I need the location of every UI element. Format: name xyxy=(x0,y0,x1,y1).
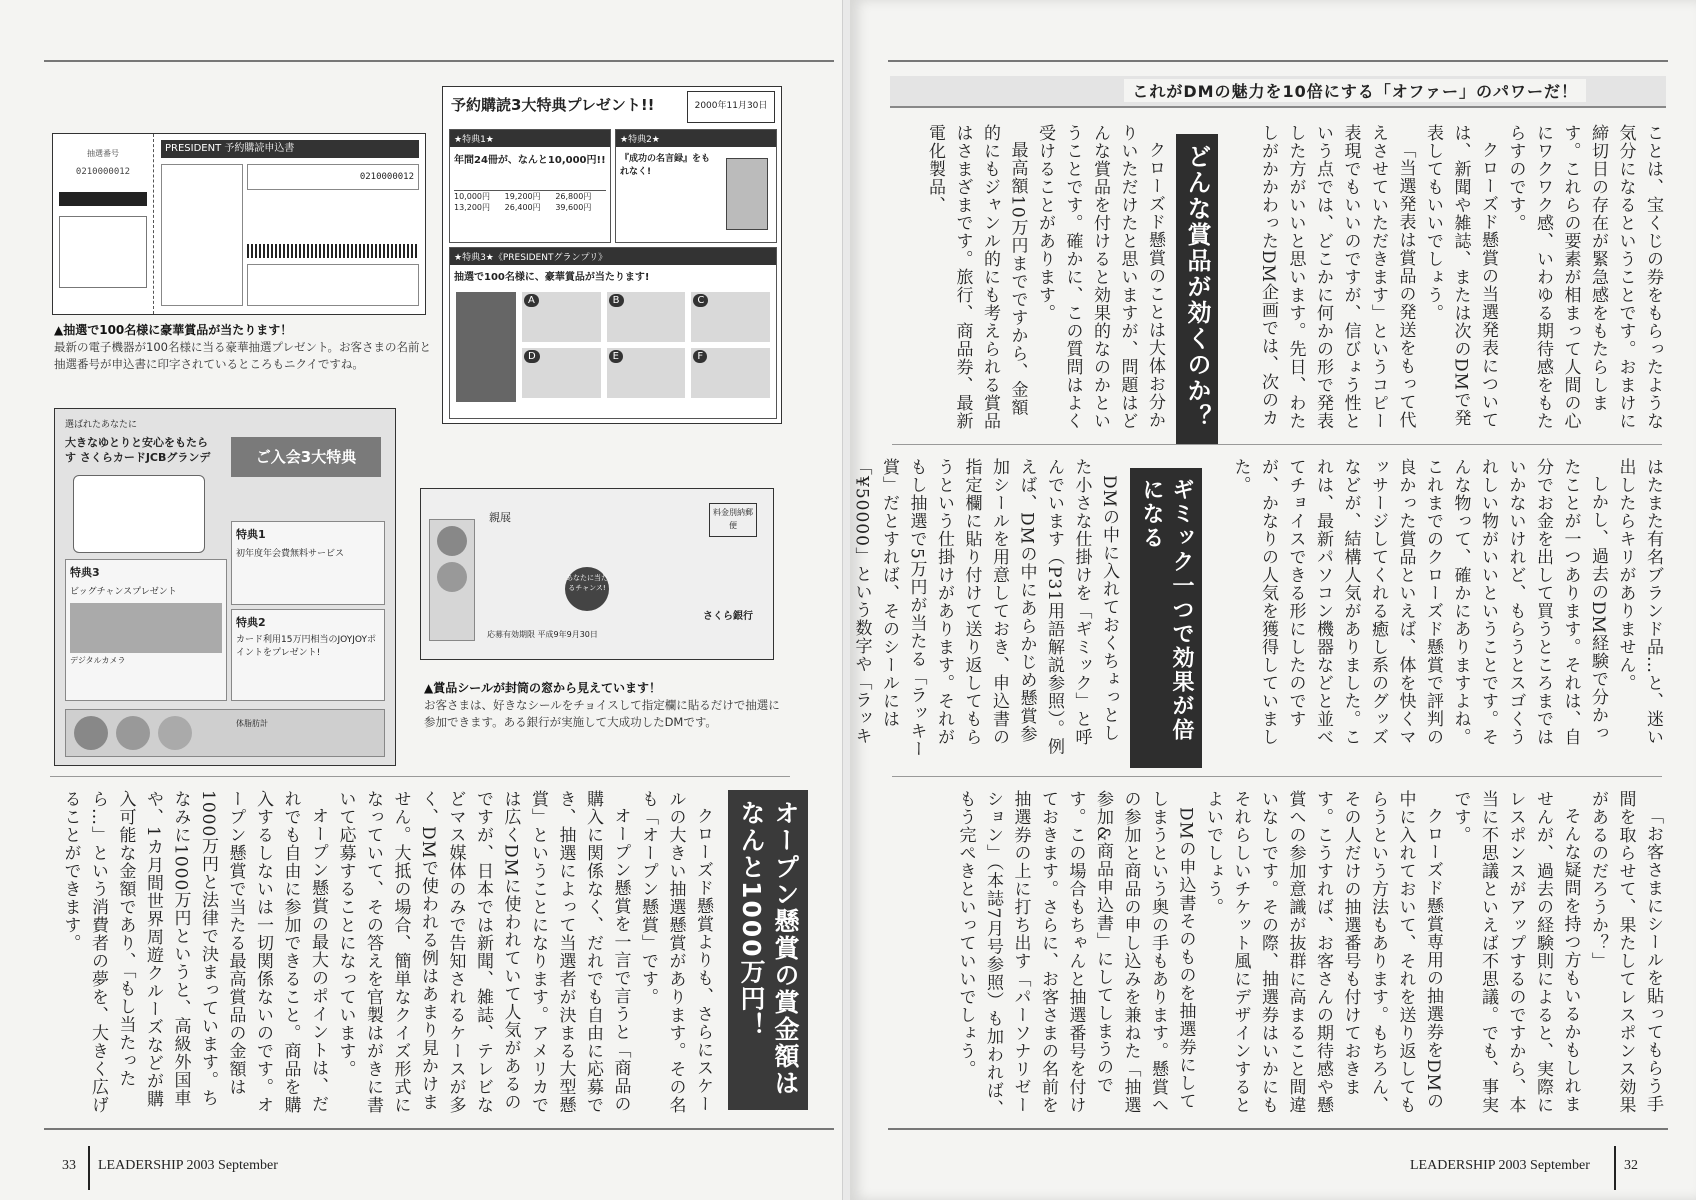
jcb-perk3-label: 特典3 xyxy=(70,566,100,579)
jcb-item: 体脂肪計 xyxy=(236,719,268,728)
heading-what-prizes: どんな賞品が効くのか？ xyxy=(1176,134,1218,444)
jcb-perk2-label: 特典2 xyxy=(236,616,266,629)
section1-body xyxy=(892,124,1168,430)
left-article-body xyxy=(56,790,716,1120)
prize-item: C xyxy=(691,292,770,342)
jcb-card-figure xyxy=(54,408,396,766)
price-cell: 39,600円 xyxy=(555,203,592,212)
perk3-label: ★特典3★《PRESIDENTグランプリ》 xyxy=(450,248,776,265)
chance-sticker: あなたに当たるチャンス! xyxy=(565,567,609,611)
caption-subscription-body: 最新の電子機器が100名様に当る豪華抽選プレゼント。お客さまの名前と抽選番号が申込書に印字されているところもニクイですね。 xyxy=(54,340,431,371)
lottery-ticket: 抽選番号 0210000012 xyxy=(53,134,154,314)
perk3-text: 抽選で100名様に、豪華賞品が当たります! xyxy=(454,272,650,283)
jcb-perk3-text: ビッグチャンスプレゼント xyxy=(70,587,177,597)
top-columns xyxy=(1258,124,1666,430)
paragraph: オープン懸賞を一言で言うと「商品の購入に関係なく、だれでも自由に応募でき、抽選によって当選者が決まる大型懸賞」ということになります。アメリカでは広くDMに使われていて人気があるのですが、日本では新聞、雑誌、テレビなどマス媒体のみで告知されるケースが多く、DMで使われる例はあまり見かけません。大抵の場合、簡単なクイズ形式になっていて、その答えを官製はがきに書いて応募することになっています。 xyxy=(335,790,631,1114)
banner-strip xyxy=(890,76,1666,108)
jcb-perk3-box xyxy=(65,559,227,701)
perk2-text: 『成功の名言録』をもれなく! xyxy=(620,154,711,177)
footer-bar xyxy=(88,1146,90,1190)
jcb-perk1-label: 特典1 xyxy=(236,528,266,541)
caption-envelope-title: ▲賞品シールが封筒の窓から見えています！ xyxy=(424,681,661,695)
perk2-label: ★特典2★ xyxy=(616,130,776,147)
caption-subscription xyxy=(54,322,434,373)
paragraph: クローズド懸賞よりも、さらにスケールの大きい抽選懸賞があります。その名も「オープン懸賞」です。 xyxy=(638,790,713,1114)
envelope-figure xyxy=(420,488,774,660)
section-rule xyxy=(892,444,1662,445)
envelope-stamp: 料金別納郵便 xyxy=(709,503,757,537)
section-rule xyxy=(892,776,1662,777)
paragraph: オープン懸賞の最大のポイントは、だれでも自由に参加できること。商品を購入するしないは一切関係ないのです。オープン懸賞で当たる最高賞品の金額は1000万円と法律で決まっています。ちなみに1000万円というと、高級外国車や、1カ月間世界周遊クルーズなどが購入可能な金額であり、「もし当たったら…」という消費者の夢を、大きく広げることができます。 xyxy=(60,790,328,1114)
footer-bar xyxy=(1614,1146,1616,1190)
price-cell: 13,200円 xyxy=(454,203,490,212)
jcb-banner: ご入会3大特典 xyxy=(231,437,381,477)
bottom-rule xyxy=(44,1128,834,1130)
flyer-title: 予約購読3大特典プレゼント!! xyxy=(451,96,655,114)
top-rule xyxy=(44,60,834,62)
paragraph: クローズド懸賞のことは大体お分かりいただけたと思いますが、問題はどんな賞品を付けると効果的なのかということです。確かに、この質問はよく受けることがあります。 xyxy=(1035,124,1165,430)
barcode xyxy=(247,244,419,258)
price-cell: 26,800円 xyxy=(555,192,592,201)
flyer-deadline: 2000年11月30日 xyxy=(687,91,775,123)
prize-grid xyxy=(522,292,770,398)
envelope-validity: 応募有効期限 平成9年9月30日 xyxy=(487,630,598,639)
paragraph: そんな疑問を持つ方もいるかもしれませんが、過去の経験則によると、実際にレスポンスがアップするのですから、本当に不思議といえば不思議。でも、事実です。 xyxy=(1450,790,1581,1114)
jcb-item: デジタルカメラ xyxy=(70,656,126,665)
paragraph: クローズド懸賞専用の抽選券をDMの中に入れておいて、それを送り返してもらうという方法もあります。もちろん、その人だけの抽選番号も付けておきます。こうすれば、お客さんの期待感や懸賞への参加意識が抜群に高まること間違いなしです。その際、抽選券はいかにもそれらしいチケット風にデザインするとよいでしょう。 xyxy=(1203,790,1443,1114)
left-article-heading: オープン懸賞の賞金額はなんと1000万円！ xyxy=(728,790,808,1110)
prize-flyer-figure xyxy=(442,86,782,424)
left-page xyxy=(0,0,843,1200)
card-image xyxy=(73,475,205,553)
left-page-number: 33 xyxy=(62,1158,76,1173)
jcb-perk2-box xyxy=(231,609,385,701)
perk3-box xyxy=(449,247,777,419)
right-page xyxy=(850,0,1696,1200)
price-cell: 26,400円 xyxy=(504,203,541,212)
price-cell: 19,200円 xyxy=(504,192,541,201)
envelope-label: 親展 xyxy=(489,511,511,524)
form-title: PRESIDENT 予約購読申込書 xyxy=(161,140,419,158)
paragraph: DMの申込書そのものを抽選券にしてしまうという奥の手もあります。懸賞への参加と商品の申し込みを兼ねた「抽選参加&商品申込書」にしてしまうのです。この場合もちゃんと抽選番号を付けておきます。さらに、お客さまの名前を抽選券の上に打ち出す「パーソナリゼーション」（本誌7月号参照）も加われば、もう完ぺきといっていいでしょう。 xyxy=(955,790,1196,1118)
jcb-headline: 大きなゆとりと安心をもたらす さくらカードJCBグランデ xyxy=(65,436,211,464)
envelope-bank: さくら銀行 xyxy=(703,611,753,622)
top-rule xyxy=(888,60,1668,62)
camera-image xyxy=(70,603,222,653)
ticket-serial: 0210000012 xyxy=(75,167,131,177)
right-page-number: 32 xyxy=(1624,1158,1638,1173)
paragraph: 「お客さまにシールを貼ってもらう手間を取らせて、果たしてレスポンス効果があるのだろうか？」 xyxy=(1588,790,1663,1114)
jcb-perk1-box xyxy=(231,521,385,605)
price-table xyxy=(454,190,606,213)
paragraph: 「当選発表は賞品の発送をもって代えさせていただきます」というコピー表現でもいいのですが、信びょう性という点では、どこかに何かの形で発表した方がいいと思います。先日、わたしがかかわったDM企画では、次のカ xyxy=(1258,124,1416,430)
prize-item: E xyxy=(607,348,686,398)
jcb-perk2-text: カード利用15万円相当のJOYJOYポイントをプレゼント! xyxy=(236,635,376,658)
paragraph: クローズド懸賞の当選発表については、新聞や雑誌、または次のDMで発表してもいいでしょう。 xyxy=(1423,124,1498,429)
paragraph: はたまた有名ブランド品…と、迷い出したらキリがありません。 xyxy=(1615,458,1663,746)
sticker-strip xyxy=(65,709,385,757)
section2-part2 xyxy=(892,790,1666,1120)
section2-part1 xyxy=(850,458,1122,758)
book-image xyxy=(726,158,768,230)
caption-subscription-title: ▲抽選で100名様に豪華賞品が当たります！ xyxy=(54,323,293,337)
heading-gimmick: ギミック一つで効果が倍になる xyxy=(1130,468,1202,768)
envelope-window xyxy=(429,519,475,641)
price-cell: 10,000円 xyxy=(454,192,490,201)
paragraph: DMの中に入れておくちょっとした小さな仕掛けを「ギミック」と呼んでいます（P31用語解説参照）。例えば、DMの中にあらかじめ懸賞参加シールを用意しておき、申込書の指定欄に貼り付けて送り返してもらうという仕掛けがあります。それがもし抽選で5万円が当たる「ラッキー賞」だとすれば、そのシールには「¥50000」という数字や「ラッキ xyxy=(851,458,1119,758)
caption-envelope-body: お客さまは、好きなシールをチョイスして指定欄に貼るだけで抽選に参加できます。ある銀行が実施して大成功したDMです。 xyxy=(424,698,780,729)
prize-item: B xyxy=(607,292,686,342)
perk1-text: 年間24冊が、なんと10,000円!! xyxy=(454,155,606,166)
left-magazine-name: LEADERSHIP 2003 September xyxy=(98,1158,278,1173)
paragraph: 最高額10万円までですから、金額的にもジャンル的にも考えられる賞品はさまざまです。旅行、商品券、最新電化製品、 xyxy=(925,124,1028,430)
caption-envelope xyxy=(424,680,784,731)
paragraph: ことは、宝くじの券をもらったような気分になるということです。おまけに締切日の存在が緊急感をもたらします。これらの要素が相まって人間の心にワクワク感、いわゆる期待感をもたらすのです。 xyxy=(1505,124,1663,430)
prize-device-image xyxy=(456,292,516,402)
prize-item: F xyxy=(691,348,770,398)
paragraph: しかし、過去のDM経験で分かったことが一つあります。それは、自分でお金を出して買うところまではいかないけれど、もらうとスゴくうれしい物がいいということです。そんな物って、確かにありますよね。これまでのクローズド懸賞で評判の良かった賞品といえば、体を快くマッサージしてくれる癒し系のグッズなどが、結構人気がありました。これは、最新パソコン機器などと並べてチョイスできる形にしたのですが、かなりの人気を獲得していました。 xyxy=(1230,458,1608,746)
prize-item: D xyxy=(522,348,601,398)
bottom-rule xyxy=(888,1128,1668,1130)
perk1-label: ★特典1★ xyxy=(450,130,610,147)
perk2-box xyxy=(615,129,777,243)
jcb-perk1-text: 初年度年会費無料サービス xyxy=(236,549,345,559)
perk1-box xyxy=(449,129,611,243)
banner-title: これがDMの魅力を10倍にする「オファー」のパワーだ！ xyxy=(1124,79,1586,102)
section-rule xyxy=(50,776,790,777)
prize-item: A xyxy=(522,292,601,342)
bottom-columns xyxy=(1196,458,1666,758)
subscription-form-figure xyxy=(52,133,426,315)
form-serial: 0210000012 xyxy=(247,164,419,190)
right-magazine-name: LEADERSHIP 2003 September xyxy=(1410,1158,1590,1173)
jcb-top-label: 選ばれたあなたに xyxy=(65,420,138,430)
